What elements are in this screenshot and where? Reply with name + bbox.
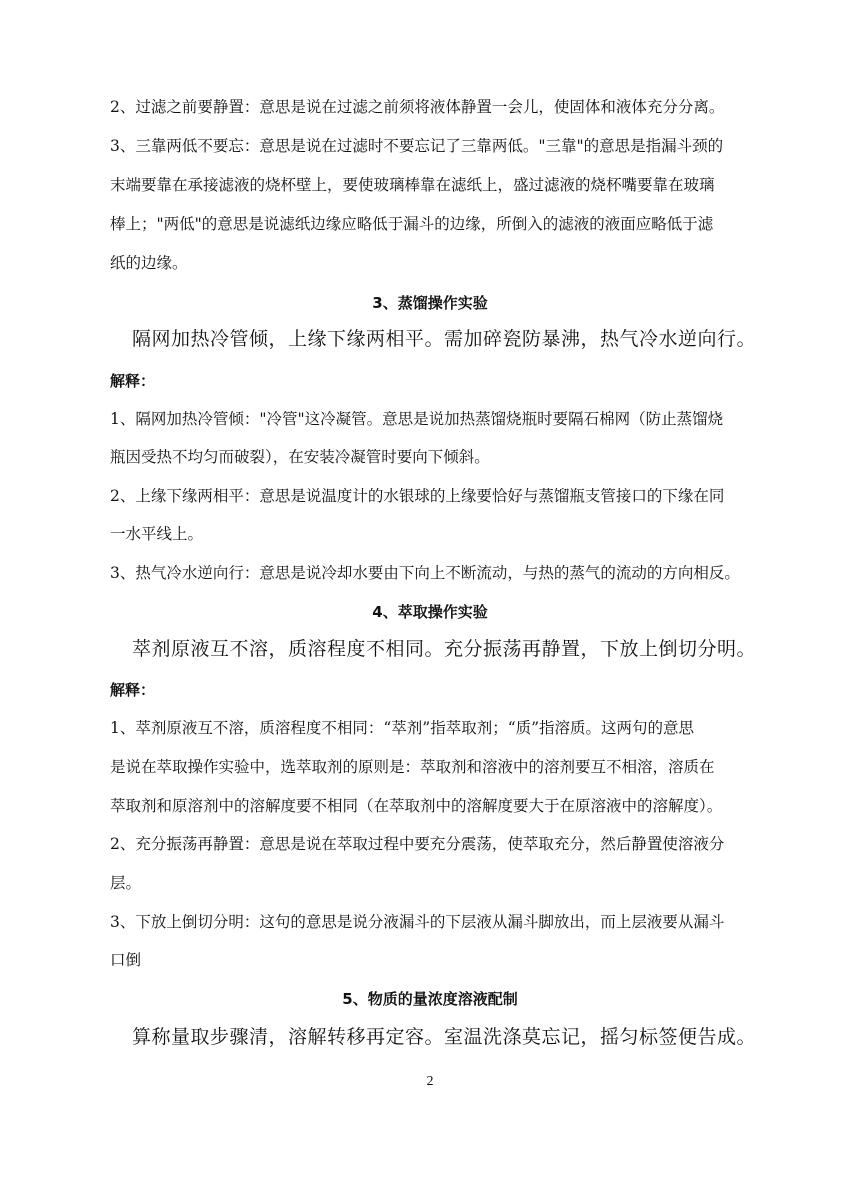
- paragraph-line: 3、下放上倒切分明：这句的意思是说分液漏斗的下层液从漏斗脚放出，而上层液要从漏斗: [110, 913, 725, 931]
- paragraph-line: 萃取剂和原溶剂中的溶解度要不相同（在萃取剂中的溶解度要大于在原溶液中的溶解度）。: [110, 797, 723, 815]
- page-number: 2: [426, 1074, 434, 1089]
- paragraph-line: 一水平线上。: [110, 525, 204, 543]
- paragraph-line: 2、充分振荡再静置：意思是说在萃取过程中要充分震荡，使萃取充分，然后静置使溶液分: [110, 835, 725, 853]
- paragraph-line: 1、隔网加热冷管倾："冷管"这冷凝管。意思是说加热蒸馏烧瓶时要隔石棉网（防止蒸馏烧: [110, 410, 724, 428]
- paragraph-line: 瓶因受热不均匀而破裂），在安装冷凝管时要向下倾斜。: [110, 448, 490, 466]
- mnemonic-verse: 隔网加热冷管倾，上缘下缘两相平。需加碎瓷防暴沸，热气冷水逆向行。: [132, 328, 757, 350]
- explanation-label: 解释：: [110, 372, 156, 390]
- mnemonic-verse: 算称量取步骤清，溶解转移再定容。室温洗涤莫忘记，摇匀标签便告成。: [132, 1026, 757, 1048]
- section-heading: 3、蒸馏操作实验: [372, 294, 488, 312]
- section-heading: 4、萃取操作实验: [372, 603, 488, 621]
- paragraph-line: 层。: [110, 874, 142, 892]
- paragraph-line: 1、萃剂原液互不溶，质溶程度不相同：“萃剂”指萃取剂；“质”指溶质。这两句的意思: [110, 719, 695, 737]
- mnemonic-verse: 萃剂原液互不溶，质溶程度不相同。充分振荡再静置，下放上倒切分明。: [132, 638, 757, 660]
- section-heading: 5、物质的量浓度溶液配制: [342, 990, 518, 1008]
- paragraph-line: 2、过滤之前要静置：意思是说在过滤之前须将液体静置一会儿，使固体和液体充分分离。: [110, 98, 725, 116]
- paragraph-line: 口倒: [110, 951, 142, 969]
- paragraph-line: 末端要靠在承接滤液的烧杯壁上，要使玻璃棒靠在滤纸上，盛过滤液的烧杯嘴要靠在玻璃: [110, 176, 715, 194]
- paragraph-line: 纸的边缘。: [110, 254, 188, 272]
- paragraph-line: 3、热气冷水逆向行：意思是说冷却水要由下向上不断流动，与热的蒸气的流动的方向相反。: [110, 564, 740, 582]
- explanation-label: 解释：: [110, 681, 156, 699]
- paragraph-line: 2、上缘下缘两相平：意思是说温度计的水银球的上缘要恰好与蒸馏瓶支管接口的下缘在同: [110, 487, 725, 505]
- paragraph-line: 棒上；"两低"的意思是说滤纸边缘应略低于漏斗的边缘，所倒入的滤液的液面应略低于滤: [110, 215, 714, 233]
- paragraph-line: 3、三靠两低不要忘：意思是说在过滤时不要忘记了三靠两低。"三靠"的意思是指漏斗颈的: [110, 137, 724, 155]
- paragraph-line: 是说在萃取操作实验中，选萃取剂的原则是：萃取剂和溶液中的溶剂要互不相溶，溶质在: [110, 758, 715, 776]
